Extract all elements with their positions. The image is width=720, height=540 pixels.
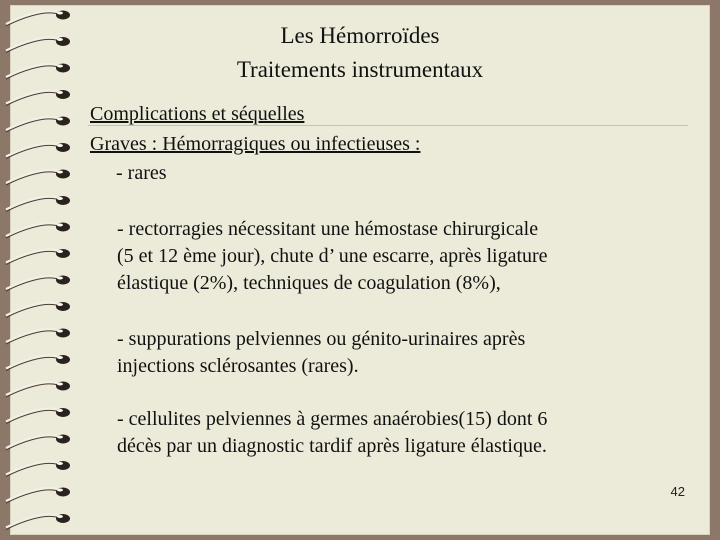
- page-number: 42: [670, 484, 685, 499]
- binding-glint: [57, 171, 63, 174]
- subtitle-line-3: - rares: [116, 162, 167, 184]
- binding-glint: [57, 250, 63, 253]
- list-item-line: décès par un diagnostic tardif après ligature élastique.: [117, 435, 547, 457]
- binding-glint: [57, 144, 63, 147]
- binding-glint: [57, 91, 63, 94]
- binding-glint: [57, 383, 63, 386]
- slide-title-line-2: Traitements instrumentaux: [236, 57, 484, 82]
- binding-glint: [57, 356, 63, 359]
- list-item-cellulites: [117, 406, 547, 460]
- binding-glint: [57, 515, 63, 518]
- binding-glint: [57, 197, 63, 200]
- slide-title-line-1: Les Hémorroïdes: [280, 23, 440, 48]
- binding-glint: [57, 12, 63, 15]
- list-item-line: - cellulites pelviennes à germes anaérobies(15) dont 6: [117, 408, 548, 430]
- list-item-rectorragies: [117, 216, 548, 297]
- list-item-line: (5 et 12 ème jour), chute d’ une escarre, après ligature: [117, 245, 548, 267]
- binding-glint: [57, 224, 63, 227]
- binding-glint: [57, 409, 63, 412]
- subtitle-line-2: Graves : Hémorragiques ou infectieuses :: [90, 133, 421, 155]
- list-item-line: - rectorragies nécessitant une hémostase chirurgicale: [117, 218, 539, 240]
- binding-glint: [57, 118, 63, 121]
- list-item-line: élastique (2%), techniques de coagulation (8%),: [117, 272, 501, 294]
- list-item-suppurations: [117, 326, 525, 380]
- list-item-line: injections sclérosantes (rares).: [117, 355, 359, 377]
- binding-glint: [57, 489, 63, 492]
- binding-glint: [57, 436, 63, 439]
- binding-glint: [57, 277, 63, 280]
- binding-glint: [57, 462, 63, 465]
- binding-glint: [57, 330, 63, 333]
- binding-glint: [57, 303, 63, 306]
- subtitle-line-1: Complications et séquelles: [90, 103, 305, 125]
- list-item-line: - suppurations pelviennes ou génito-urinaires après: [117, 328, 526, 350]
